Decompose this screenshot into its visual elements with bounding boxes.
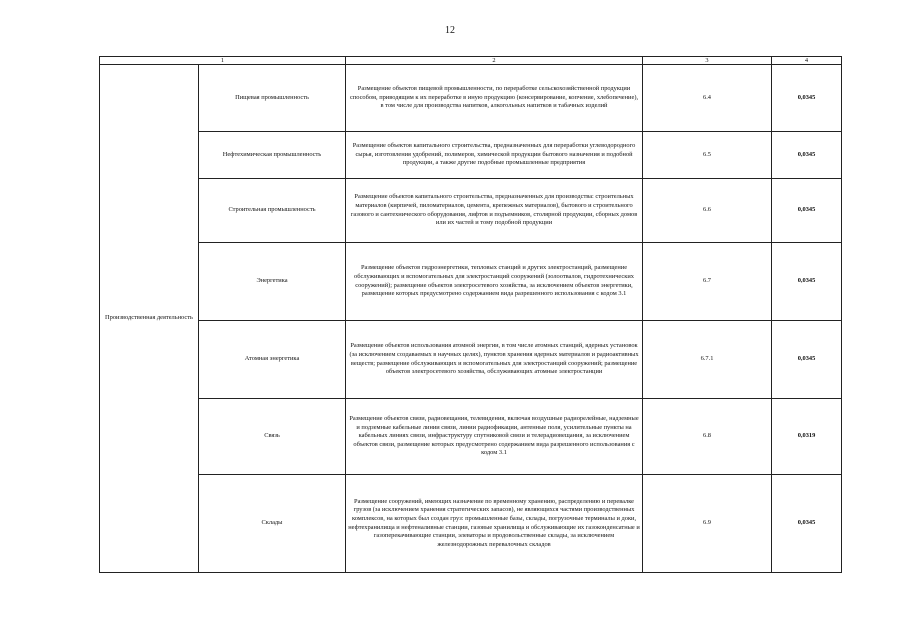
column-header-2: 2 xyxy=(346,57,643,65)
table-header-row xyxy=(100,57,842,65)
table-row xyxy=(100,65,842,132)
row-description: Размещение сооружений, имеющих назначение по временному хранению, распределению и перевалке грузов (за исключением хранения стратегических запасов), не являющихся частями производственных комплексов, на которых был создан груз: промышленные базы, склады, погрузочные терминалы и доки, нефтехранилища и нефтеналивные станции, газовые хранилища и обслуживающие их газоконденсатные и газоперекачивающие станции, элеваторы и продовольственные склады, за исключением железнодорожных перевалочных складов xyxy=(346,475,643,573)
land-use-table xyxy=(99,56,842,573)
row-description: Размещение объектов капитального строительства, предназначенных для производства: строительных материалов (кирпичей, пиломатериалов, цемента, крепежных материалов), бытового и строительного газового и сантехнического оборудования, лифтов и подъемников, столярной продукции, сборных домов или их частей и тому подобной продукции xyxy=(346,179,643,243)
row-code: 6.9 xyxy=(643,475,772,573)
table-row xyxy=(100,475,842,573)
row-name: Нефтехимическая промышленность xyxy=(199,132,346,179)
column-header-1: 1 xyxy=(100,57,346,65)
row-name: Энергетика xyxy=(199,243,346,321)
row-code: 6.7.1 xyxy=(643,321,772,399)
table-row xyxy=(100,399,842,475)
row-description: Размещение объектов гидроэнергетики, тепловых станций и других электростанций, размещение обслуживающих и вспомогательных для электростанций сооружений (золоотвалов, гидротехнических сооружений); размещение объектов электросетевого хозяйства, за исключением объектов энергетики, размещение которых предусмотрено содержанием вида разрешенного использования с кодом 3.1 xyxy=(346,243,643,321)
row-description: Размещение объектов капитального строительства, предназначенных для переработки углеводородного сырья, изготовления удобрений, полимеров, химической продукции бытового назначения и подобной продукции, а также другие подобные промышленные предприятия xyxy=(346,132,643,179)
table-row xyxy=(100,132,842,179)
page-number: 12 xyxy=(445,25,455,36)
table-row xyxy=(100,243,842,321)
row-name: Связь xyxy=(199,399,346,475)
row-code: 6.6 xyxy=(643,179,772,243)
row-value: 0,0345 xyxy=(772,65,842,132)
table-row xyxy=(100,321,842,399)
row-value: 0,0345 xyxy=(772,243,842,321)
row-code: 6.5 xyxy=(643,132,772,179)
group-label: Производственная деятельность xyxy=(100,65,199,573)
row-description: Размещение объектов связи, радиовещания, телевидения, включая воздушные радиорелейные, надземные и подземные кабельные линии связи, линии радиофикации, антенные поля, усилительные пункты на кабельных линиях связи, инфраструктуру спутниковой связи и телерадиовещания, за исключением объектов связи, размещение которых предусмотрено содержанием вида разрешенного использования с кодом 3.1 xyxy=(346,399,643,475)
row-name: Строительная промышленность xyxy=(199,179,346,243)
column-header-4: 4 xyxy=(772,57,842,65)
row-description: Размещение объектов пищевой промышленности, по переработке сельскохозяйственной продукции способом, приводящим к их переработке в иную продукцию (консервирование, копчение, хлебопечение), в том числе для производства напитков, алкогольных напитков и табачных изделий xyxy=(346,65,643,132)
row-code: 6.7 xyxy=(643,243,772,321)
row-description: Размещение объектов использования атомной энергии, в том числе атомных станций, ядерных установок (за исключением создаваемых в научных целях), пунктов хранения ядерных материалов и радиоактивных веществ; размещение обслуживающих и вспомогательных для электростанций сооружений; размещение объектов электросетевого хозяйства, обслуживающих атомные электростанции xyxy=(346,321,643,399)
row-code: 6.8 xyxy=(643,399,772,475)
row-name: Склады xyxy=(199,475,346,573)
row-value: 0,0345 xyxy=(772,179,842,243)
row-value: 0,0345 xyxy=(772,321,842,399)
row-name: Пищевая промышленность xyxy=(199,65,346,132)
row-name: Атомная энергетика xyxy=(199,321,346,399)
row-value: 0,0319 xyxy=(772,399,842,475)
row-value: 0,0345 xyxy=(772,475,842,573)
column-header-3: 3 xyxy=(643,57,772,65)
row-code: 6.4 xyxy=(643,65,772,132)
row-value: 0,0345 xyxy=(772,132,842,179)
table-row xyxy=(100,179,842,243)
